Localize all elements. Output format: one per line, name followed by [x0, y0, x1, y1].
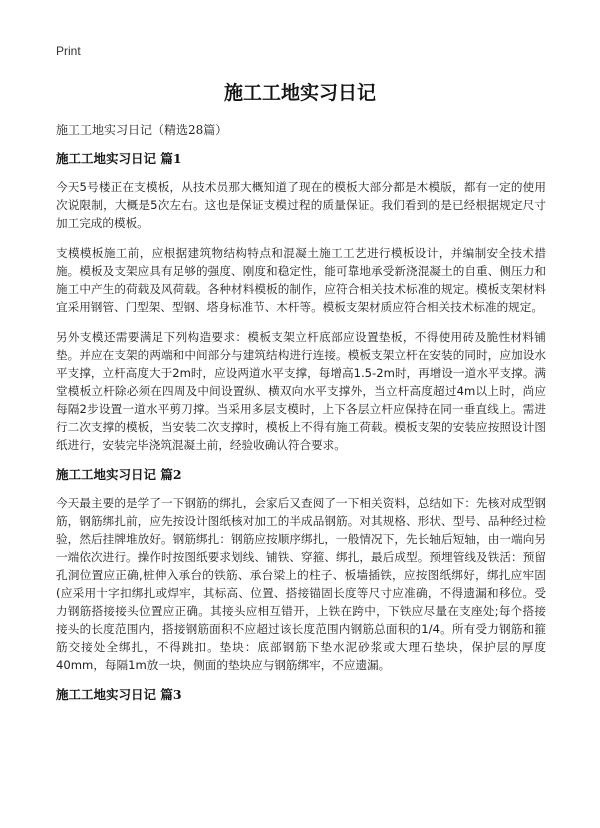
section-heading: 施工工地实习日记 篇2 [56, 467, 182, 482]
section-2 [56, 466, 546, 674]
paragraph: 今天最主要的是学了一下钢筋的绑扎，会家后又查阅了一下相关资料，总结如下：先核对成型钢筋，钢筋绑扎前，应先按设计图纸核对加工的半成品钢筋。对其规格、形状、型号、品种经过检验，然后挂牌堆放好。钢筋绑扎：钢筋应按顺序绑扎，一般情况下，先长轴后短轴，由一端向另一端依次进行。操作时按图纸要求划线、铺铁、穿箍、绑扎，最后成型。预埋管线及铁活：预留孔洞位置应正确,桩伸入承台的铁筋、承台梁上的柱子、板墙插铁，应按图纸绑好，绑扎应牢固(应采用十字扣绑扎或焊牢，其标高、位置、搭接锚固长度等尺寸应准确，不得遗漏和移位。受力钢筋搭接接头位置应正确。其接头应相互错开，上铁在跨中，下铁应尽量在支座处;每个搭接接头的长度范围内，搭接钢筋面积不应超过该长度范围内钢筋总面积的1/4。所有受力钢筋和箍筋交接处全绑扎，不得跳扣。垫块：底部钢筋下垫水泥砂浆或大理石垫块，保护层的厚度40mm，每隔1m放一块，侧面的垫块应与钢筋绑牢，不应遗漏。 [56, 496, 546, 672]
section-1 [56, 150, 546, 454]
section-heading: 施工工地实习日记 篇1 [56, 151, 182, 166]
section-heading: 施工工地实习日记 篇3 [56, 687, 182, 702]
page-title: 施工工地实习日记 [223, 82, 376, 104]
paragraph: 今天5号楼正在支模板，从技术员那大概知道了现在的模板大部分都是木模版，都有一定的使用次说限制，大概是5次左右。这也是保证支模过程的质量保证。我们看到的是已经根据规定尺寸加工完成的模板。 [56, 180, 546, 230]
document-body [56, 150, 546, 714]
document-subtitle: 施工工地实习日记（精选28篇） [56, 123, 228, 137]
paragraph: 支模模板施工前，应根据建筑物结构特点和混凝土施工工艺进行模板设计，并编制安全技术措施。模板及支架应具有足够的强度、刚度和稳定性，能可靠地承受新浇混凝土的自重、侧压力和施工中产生的荷载及风荷载。各种材料模板的制作，应符合相关技术标准的规定。模板支架材料宜采用钢管、门型架、型钢、塔身标准节、木杆等。模板支架材质应符合相关技术标准的规定。 [56, 246, 546, 314]
print-link[interactable]: Print [56, 44, 81, 58]
section-3 [56, 686, 546, 704]
paragraph: 另外支模还需要满足下列构造要求：模板支架立杆底部应设置垫板，不得使用砖及脆性材料铺垫。并应在支架的两端和中间部分与建筑结构进行连接。模板支架立杆在安装的同时，应加设水平支撑，立杆高度大于2m时，应设两道水平支撑，每增高1.5-2m时，再增设一道水平支撑。满堂模板立杆除必须在四周及中间设置纵、横双向水平支撑外，当立杆高度超过4m以上时，尚应每隔2步设置一道水平剪刀撑。当采用多层支模时，上下各层立杆应保持在同一垂直线上。需进行二次支撑的模板，当安装二次支撑时，模板上不得有施工荷载。模板支架的安装应按照设计图纸进行，安装完毕浇筑混凝土前，经验收确认符合要求。 [56, 330, 546, 452]
